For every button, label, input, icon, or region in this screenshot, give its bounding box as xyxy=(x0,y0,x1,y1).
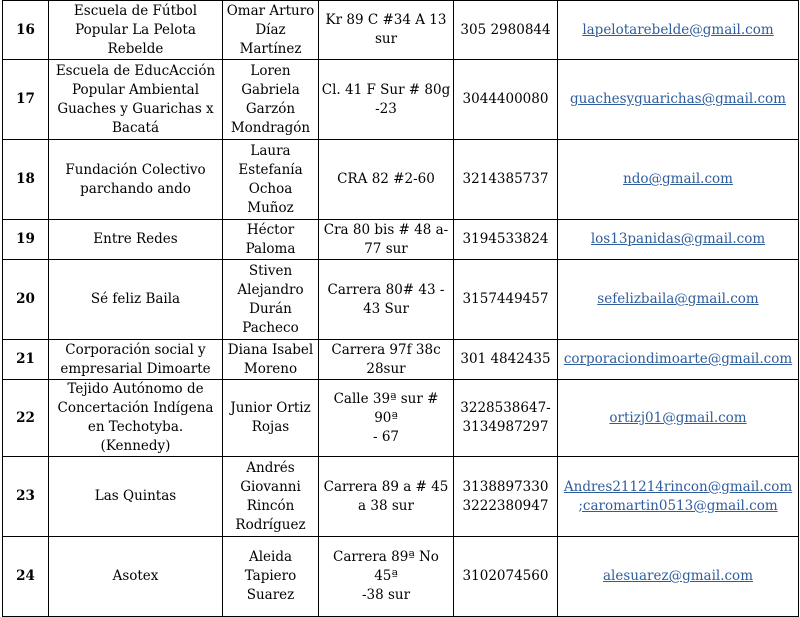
contact-person-line: Diana Isabel xyxy=(227,341,314,358)
address-cell xyxy=(319,537,454,617)
email-link[interactable]: lapelotarebelde@gmail.com xyxy=(582,21,774,38)
organization-line: Entre Redes xyxy=(93,231,178,247)
email-link[interactable]: ;caromartin0513@gmail.com xyxy=(578,497,778,514)
organization-line: Escuela de Fútbol xyxy=(73,2,198,19)
contact-person-line: Martínez xyxy=(239,40,302,57)
phone-cell xyxy=(454,1,558,60)
table-row xyxy=(3,340,799,380)
contact-person-line: Pacheco xyxy=(242,319,299,336)
email-link[interactable]: ndo@gmail.com xyxy=(623,171,733,187)
row-number: 20 xyxy=(3,260,49,340)
organization-line: en Techotyba. (Kennedy) xyxy=(87,419,184,454)
organization-cell xyxy=(49,220,223,260)
phone-line: 305 2980844 xyxy=(460,21,551,38)
address-line: Carrera 97f 38c xyxy=(331,341,441,358)
phone-cell xyxy=(454,60,558,140)
organization-line: Escuela de EducAcción xyxy=(55,62,216,79)
phone-cell xyxy=(454,220,558,260)
organization-cell xyxy=(49,140,223,220)
table-body xyxy=(3,1,799,617)
organization-line: Las Quintas xyxy=(94,488,177,504)
contact-person-line: Giovanni xyxy=(240,478,301,495)
row-number: 19 xyxy=(3,220,49,260)
address-line: Carrera 89ª No 45ª xyxy=(333,549,439,584)
phone-cell xyxy=(454,380,558,457)
contact-person-line: Tapiero xyxy=(244,568,297,584)
contact-person-cell xyxy=(223,340,319,380)
contact-person-cell xyxy=(223,537,319,617)
email-cell xyxy=(558,140,799,220)
address-line: Cra 80 bis # 48 a- xyxy=(323,221,449,238)
row-number: 23 xyxy=(3,457,49,537)
contact-person-line: Rojas xyxy=(251,419,290,435)
table-row xyxy=(3,380,799,457)
contact-person-line: Alejandro xyxy=(237,281,304,298)
phone-cell xyxy=(454,260,558,340)
table-row xyxy=(3,537,799,617)
organization-cell xyxy=(49,457,223,537)
address-cell xyxy=(319,340,454,380)
contact-person-cell xyxy=(223,1,319,60)
row-number: 21 xyxy=(3,340,49,380)
organization-line: Bacatá xyxy=(111,119,160,136)
phone-line: 3214385737 xyxy=(462,171,549,187)
contact-person-line: Moreno xyxy=(243,360,298,377)
address-cell xyxy=(319,260,454,340)
address-cell xyxy=(319,380,454,457)
address-line: Carrera 89 a # 45 xyxy=(323,478,449,495)
address-line: Calle 39ª sur # 90ª xyxy=(333,390,439,426)
address-cell xyxy=(319,220,454,260)
phone-line: 3222380947 xyxy=(462,497,549,514)
email-cell xyxy=(558,260,799,340)
table-row xyxy=(3,220,799,260)
phone-line: 3157449457 xyxy=(462,291,549,307)
phone-cell xyxy=(454,537,558,617)
contact-person-line: Stiven xyxy=(248,262,293,279)
organization-line: Sé feliz Baila xyxy=(90,291,181,307)
contact-person-cell xyxy=(223,140,319,220)
email-link[interactable]: Andres211214rincon@gmail.com xyxy=(563,478,793,495)
address-line: -23 xyxy=(375,100,397,117)
phone-line: 3138897330 xyxy=(462,478,549,495)
table-row xyxy=(3,457,799,537)
email-link[interactable]: corporaciondimoarte@gmail.com xyxy=(563,351,793,367)
organization-line: parchando ando xyxy=(80,180,191,197)
contact-person-line: Díaz xyxy=(255,21,286,38)
table-row xyxy=(3,60,799,140)
contact-person-line: Estefanía xyxy=(238,161,303,178)
contact-person-line: Mondragón xyxy=(230,119,311,136)
address-line: - 67 xyxy=(372,428,400,445)
contact-person-line: Andrés xyxy=(246,459,295,476)
organization-line: Asotex xyxy=(112,568,159,584)
contact-person-line: Muñoz xyxy=(247,199,294,216)
address-cell xyxy=(319,457,454,537)
email-cell xyxy=(558,380,799,457)
address-line: Kr 89 C #34 A 13 xyxy=(325,12,447,28)
contact-person-line: Rincón xyxy=(246,497,295,514)
organization-line: empresarial Dimoarte xyxy=(60,360,211,377)
phone-line: 301 4842435 xyxy=(460,351,551,367)
contact-person-line: Durán xyxy=(249,300,292,317)
row-number: 24 xyxy=(3,537,49,617)
phone-cell xyxy=(454,340,558,380)
phone-line: 3044400080 xyxy=(462,91,549,107)
address-line: a 38 sur xyxy=(358,497,414,514)
contact-person-line: Suarez xyxy=(246,587,295,603)
email-cell xyxy=(558,537,799,617)
contact-person-line: Paloma xyxy=(245,240,296,257)
contact-person-line: Junior Ortiz xyxy=(230,400,311,416)
email-link[interactable]: ortizj01@gmail.com xyxy=(609,409,747,426)
contact-person-line: Héctor xyxy=(246,221,295,238)
contact-person-line: Ochoa xyxy=(248,180,293,197)
table-row xyxy=(3,260,799,340)
contact-person-line: Omar Arturo xyxy=(226,2,315,19)
table-row xyxy=(3,140,799,220)
address-line: Cl. 41 F Sur # 80g xyxy=(321,81,451,98)
contact-person-line: Laura xyxy=(250,142,291,159)
table-row xyxy=(3,1,799,60)
email-cell xyxy=(558,457,799,537)
organization-line: Popular La Pelota xyxy=(75,21,196,38)
address-line: Carrera 80# 43 - xyxy=(327,281,445,298)
contact-person-line: Loren xyxy=(250,62,291,79)
email-link[interactable]: los13panidas@gmail.com xyxy=(590,231,766,247)
email-link[interactable]: guachesyguarichas@gmail.com xyxy=(570,91,786,107)
organization-cell xyxy=(49,60,223,140)
row-number: 18 xyxy=(3,140,49,220)
organization-line: Fundación Colectivo xyxy=(65,161,206,178)
organization-cell xyxy=(49,340,223,380)
organization-cell xyxy=(49,537,223,617)
row-number: 17 xyxy=(3,60,49,140)
row-number: 22 xyxy=(3,380,49,457)
contact-person-line: Aleida xyxy=(248,549,293,565)
phone-line: 3102074560 xyxy=(462,568,549,584)
address-cell xyxy=(319,60,454,140)
organization-line: Corporación social y xyxy=(65,341,206,358)
organization-line: Guaches y Guarichas x xyxy=(57,100,214,117)
organization-cell xyxy=(49,380,223,457)
phone-cell xyxy=(454,457,558,537)
email-cell xyxy=(558,220,799,260)
organization-line: Rebelde xyxy=(107,40,164,57)
address-line: 28sur xyxy=(366,360,406,377)
email-link[interactable]: alesuarez@gmail.com xyxy=(603,568,753,584)
address-cell xyxy=(319,1,454,60)
organization-line: Popular Ambiental xyxy=(71,81,200,98)
organization-line: Concertación Indígena xyxy=(57,400,214,416)
address-line: CRA 82 #2-60 xyxy=(337,171,435,187)
contact-person-line: Garzón xyxy=(245,100,296,117)
phone-line: 3134987297 xyxy=(462,419,549,435)
address-cell xyxy=(319,140,454,220)
contact-person-cell xyxy=(223,60,319,140)
contact-person-cell xyxy=(223,220,319,260)
phone-line: 3228538647- xyxy=(460,400,551,416)
email-cell xyxy=(558,60,799,140)
address-line: -38 sur xyxy=(361,587,411,603)
contact-person-line: Gabriela xyxy=(241,81,300,98)
contact-person-line: Rodríguez xyxy=(235,516,306,533)
email-link[interactable]: sefelizbaila@gmail.com xyxy=(597,291,759,307)
organization-line: Tejido Autónomo de xyxy=(67,381,204,397)
contacts-table xyxy=(2,0,799,617)
email-cell xyxy=(558,1,799,60)
address-line: 77 sur xyxy=(364,240,408,257)
contact-person-cell xyxy=(223,457,319,537)
address-line: sur xyxy=(374,31,398,47)
phone-line: 3194533824 xyxy=(462,231,549,247)
contact-person-cell xyxy=(223,260,319,340)
address-line: 43 Sur xyxy=(363,300,409,317)
email-cell xyxy=(558,340,799,380)
organization-cell xyxy=(49,260,223,340)
row-number: 16 xyxy=(3,1,49,60)
organization-cell xyxy=(49,1,223,60)
contact-person-cell xyxy=(223,380,319,457)
phone-cell xyxy=(454,140,558,220)
